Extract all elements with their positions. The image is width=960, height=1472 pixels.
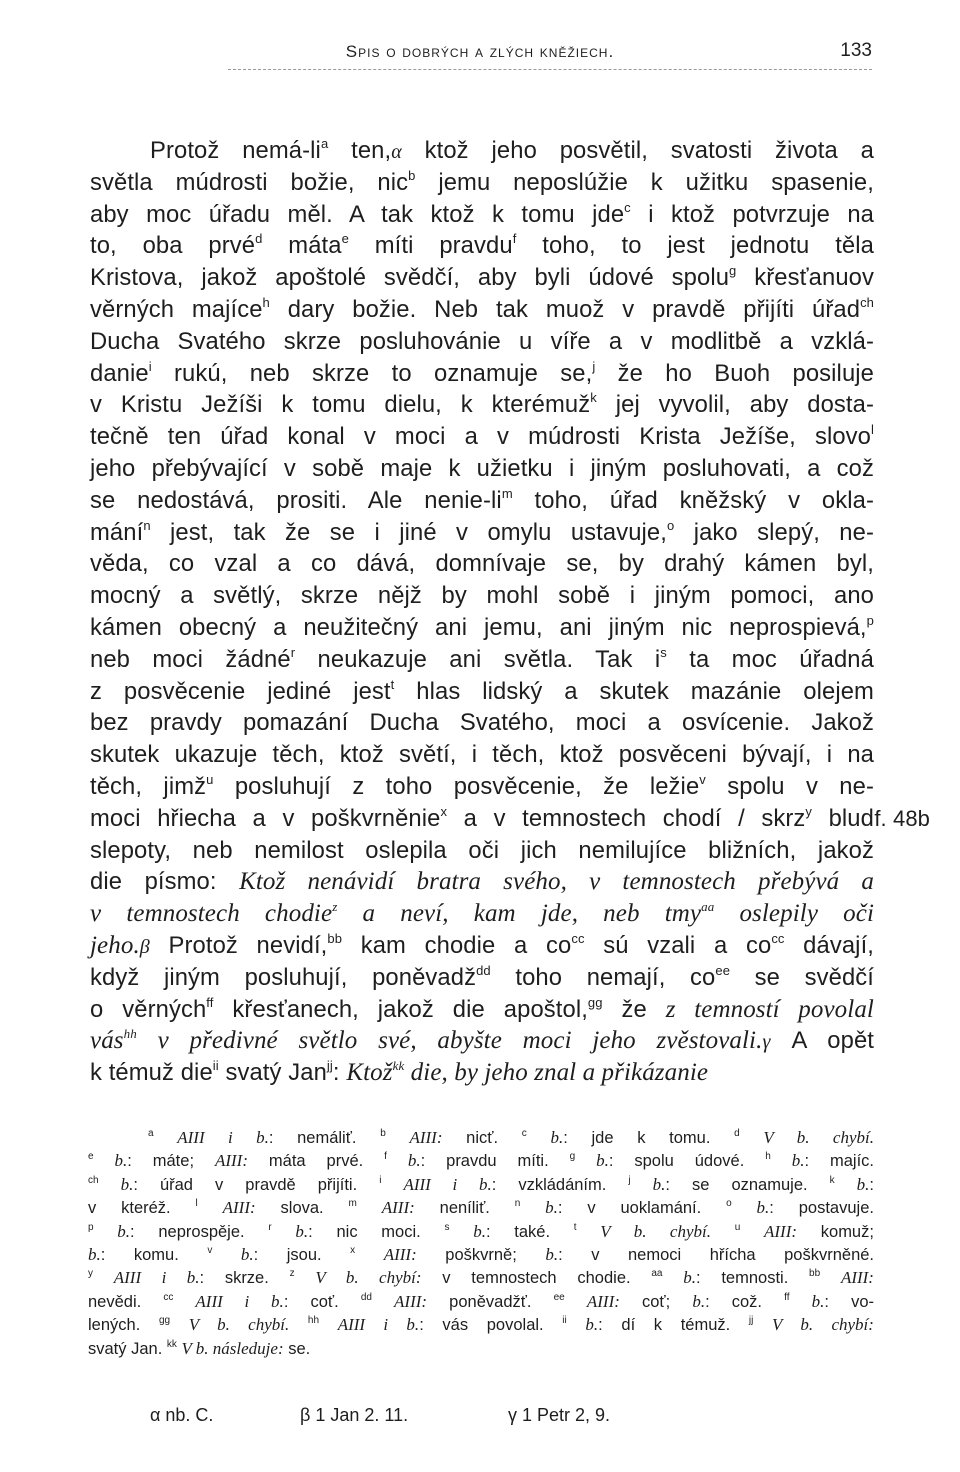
text-line: o věrných$^{ff}$ křesťanech, jakož die apoštol,$^{gg}$ že z temností povolal <box>90 994 874 1023</box>
text-line: Ducha Svatého skrze posluhovánie u víře a v modlitbě a vzklá- <box>90 327 874 355</box>
text-line: těch, jimž$^u$ posluhují z toho posvěcenie, že ležie$^v$ spolu v ne- <box>90 771 874 800</box>
text-line: slepoty, neb nemilost oslepila oči jich nemilujíce bližních, jakož <box>90 836 874 864</box>
reference-beta: β 1 Jan 2. 11. <box>300 1405 409 1425</box>
text-line: věrných majíce$^h$ dary božie. Neb tak muož v pravdě přijíti úřad$^{ch}$ <box>90 294 874 323</box>
text-line: kámen obecný a neužitečný ani jemu, ani jiným nic neprospievá,$^p$ <box>90 612 874 641</box>
text-line: k témuž die$^{ii}$ svatý Jan$^{jj}$: Ktož$^{kk}$ die, by jeho znal a přikázanie <box>90 1058 709 1087</box>
text-line: die písmo: Ktož nenávidí bratra svého, v temnostech přebývá a <box>90 868 874 896</box>
footnote-line: nevědi. $^{cc}$ AIII i b.: coť. $^{dd}$ AIII: poněvadžť. $^{ee}$ AIII: coť; b.: což. $^{ff}$ b.: vo- <box>88 1291 874 1311</box>
text-line: danie$^i$ rukú, neb skrze to oznamuje se,$^j$ že ho Buoh posiluje <box>90 358 874 387</box>
text-line: vás$^{hh}$ v předivné světlo své, abyšte moci jeho zvěstovali.γ A opět <box>90 1026 874 1055</box>
text-line: neb moci žádné$^r$ neukazuje ani světla. Tak $i^s$ ta moc úřadná <box>90 644 874 673</box>
footnote-line: svatý Jan. $^{kk}$ V b. následuje: se. <box>88 1338 311 1358</box>
text-line: mocný a světlý, skrze nějž by mohl sobě i jiným pomoci, ano <box>90 582 874 610</box>
header-rule <box>228 69 872 70</box>
text-line: světla múdrosti božie, nic$^b$ jemu neposlúžie k užitku spasenie, <box>90 167 874 196</box>
text-line: z posvěcenie jediné jest$^t$ hlas lidský a skutek mazánie olejem <box>90 676 874 705</box>
text-line: moci hřiecha a v poškvrněnie$^x$ a v temnostech chodí / skrz$^y$ blud f. 48b <box>90 803 874 835</box>
text-line: skutek ukazuje těch, ktož světí, i těch, ktož posvěceni bývají, i na <box>90 741 874 769</box>
reference-alpha: α nb. C. <box>150 1405 214 1425</box>
running-title: Spis o dobrých a zlých kněžiech. <box>345 42 615 61</box>
footnote-line: v kteréž. $^l$ AIII: slova. $^m$ AIII: neníliť. $^n$ b.: v uoklamání. $^o$ b.: postavuje. <box>88 1198 874 1218</box>
footnote-line: $^e$ b.: máte; AIII: máta prvé. $^f$ b.: pravdu míti. $^g$ b.: spolu údové. $^h$ b.: majíc. <box>88 1151 874 1171</box>
text-line: jeho přebývající v sobě maje k užietku i jiným posluhovati, a což <box>90 454 874 482</box>
text-line: tečně ten úřad konal v moci a v múdrosti Krista Ježíše, slovo$^l$ <box>90 422 874 451</box>
text-line: v temnostech chodie$^z$ a neví, kam jde, neb tmy$^{aa}$ oslepily oči <box>90 899 874 928</box>
footnote-line: $^{ch}$ b.: úřad v pravdě přijíti. $^i$ AIII i b.: vzkládáním. $^j$ b.: se oznamuje. $^k$ b.: <box>88 1174 874 1194</box>
footnote-line: b.: komu. $^v$ b.: jsou. $^x$ AIII: poškvrně; b.: v nemoci hřícha poškvrněné. <box>88 1244 875 1264</box>
reference-gamma: γ 1 Petr 2, 9. <box>508 1405 611 1425</box>
text-line: aby moc úřadu měl. A tak ktož k tomu jde$^c$ i ktož potvrzuje na <box>90 199 874 228</box>
text-line: bez pravdy pomazání Ducha Svatého, moci a osvícenie. Jakož <box>90 709 874 737</box>
footnote-line: $^p$ b.: neprospěje. $^r$ b.: nic moci. $^s$ b.: také. $^t$ V b. chybí. $^u$ AIII: komuž; <box>88 1221 874 1241</box>
text-line: mání$^n$ jest, tak že se i jiné v omylu ustavuje,$^o$ jako slepý, ne- <box>90 517 874 546</box>
footnote-line: $^a$ AIII i b.: nemáliť. $^b$ AIII: nicť. $^c$ b.: jde k tomu. $^d$ V b. chybí. <box>148 1128 874 1147</box>
page-number: 133 <box>840 40 872 61</box>
text-line: to, oba prvé$^d$ máta$^e$ míti pravdu$^f$ toho, to jest jednotu těla <box>90 231 874 260</box>
footnote-line: $^y$ AIII i b.: skrze. $^z$ V b. chybí: v temnostech chodie. $^{aa}$ b.: temnosti. $^{bb}$ AIII: <box>88 1268 874 1288</box>
text-line: v Kristu Ježíši k tomu dielu, k kterémuž$^k$ jej vyvolil, aby dosta- <box>90 390 874 419</box>
text-line: věda, co vzal a co dává, domnívaje se, by drahý kámen byl, <box>90 550 874 578</box>
text-line: Kristova, jakož apoštolé svědčí, aby byli údové spolu$^g$ křesťanuov <box>90 263 874 292</box>
scripture-references <box>150 1402 670 1428</box>
text-line: jeho.β Protož nevidí,$^{bb}$ kam chodie a $co^{cc}$ sú vzali a $co^{cc}$ dávají, <box>90 930 874 959</box>
text-line: Protož nemá-$li^a$ ten,α ktož jeho posvětil, svatosti života a <box>150 136 874 164</box>
page-header <box>88 38 872 72</box>
footnote-line: lených. $^{gg}$ V b. chybí. $^{hh}$ AIII i b.: vás povolal. $^{ii}$ b.: dí k témuž. $^{jj}$ V b. chybí: <box>88 1315 874 1335</box>
text-line: se nedostává, prositi. Ale nenie-$li^m$ toho, úřad kněžský v okla- <box>90 485 874 514</box>
footnotes <box>88 1126 874 1360</box>
body-text <box>90 135 930 1089</box>
margin-folio-note: f. 48b <box>874 805 930 831</box>
text-line: když jiným posluhují, poněvadž$^{dd}$ toho nemají, $co^{ee}$ se svědčí <box>90 962 874 991</box>
